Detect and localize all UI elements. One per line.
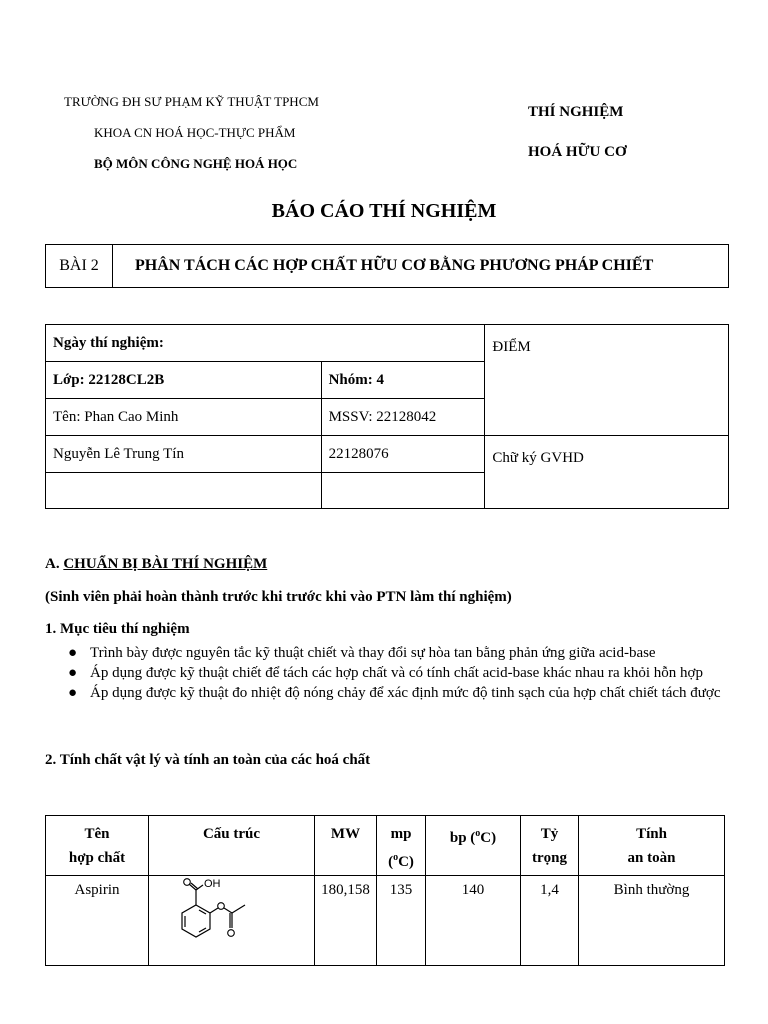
- aspirin-structure-icon: [149, 876, 299, 960]
- school-name: TRƯỜNG ĐH SƯ PHẠM KỸ THUẬT TPHCM: [64, 94, 319, 109]
- col-bp-header: bp ($^o$C): [426, 816, 521, 876]
- student-1-name: Tên: Phan Cao Minh: [46, 399, 322, 436]
- score-cell: ĐIỂM: [485, 325, 729, 436]
- table-row: [46, 876, 725, 966]
- list-item: ● Áp dụng được kỹ thuật chiết để tách các hợp chất và có tính chất acid-base khác nhau ra khỏi hỗn hợp: [68, 665, 703, 681]
- col-structure-header: Cấu trúc: [149, 816, 315, 876]
- bullet-icon: ●: [68, 645, 78, 661]
- properties-heading: 2. Tính chất vật lý và tính an toàn của các hoá chất: [45, 752, 371, 768]
- boiling-point: 140: [426, 876, 521, 966]
- objectives-list: [60, 644, 724, 704]
- structure-oh-label: OH: [204, 878, 221, 890]
- course-line-1: THÍ NGHIỆM: [528, 104, 624, 120]
- info-table: [45, 324, 729, 509]
- col-name-header: Tên hợp chất: [46, 816, 149, 876]
- col-density-header: Tỷ trọng: [521, 816, 579, 876]
- group-label: Nhóm: 4: [321, 362, 485, 399]
- section-a-note: (Sinh viên phải hoàn thành trước khi trước khi vào PTN làm thí nghiệm): [45, 589, 512, 605]
- compound-name: Aspirin: [46, 876, 149, 966]
- course-line-2: HOÁ HỮU CƠ: [528, 144, 627, 160]
- list-item: ● Áp dụng được kỹ thuật đo nhiệt độ nóng chảy để xác định mức độ tinh sạch của hợp chất chiết tách được: [68, 685, 721, 701]
- student-1-id: MSSV: 22128042: [321, 399, 485, 436]
- safety: Bình thường: [579, 876, 725, 966]
- empty-cell: [321, 473, 485, 509]
- lesson-name: PHÂN TÁCH CÁC HỢP CHẤT HỮU CƠ BẰNG PHƯƠNG PHÁP CHIẾT: [113, 245, 729, 288]
- section-a-title: CHUẨN BỊ BÀI THÍ NGHIỆM: [63, 556, 268, 572]
- lesson-box: [45, 244, 729, 288]
- report-title: BÁO CÁO THÍ NGHIỆM: [271, 200, 497, 222]
- melting-point: 135: [377, 876, 426, 966]
- signature-cell: Chữ ký GVHD: [485, 436, 729, 509]
- chemicals-table: [45, 815, 725, 966]
- col-mp-header: mp ($^o$C): [377, 816, 426, 876]
- molecular-weight: 180,158: [315, 876, 377, 966]
- objectives-heading: 1. Mục tiêu thí nghiệm: [45, 621, 190, 637]
- lesson-number: BÀI 2: [46, 245, 113, 288]
- col-safety-header: Tính an toàn: [579, 816, 725, 876]
- section-a-heading: [45, 556, 267, 573]
- faculty-name: KHOA CN HOÁ HỌC-THỰC PHẨM: [94, 125, 296, 140]
- student-2-id: 22128076: [321, 436, 485, 473]
- bullet-icon: ●: [68, 665, 78, 681]
- density: 1,4: [521, 876, 579, 966]
- student-2-name: Nguyễn Lê Trung Tín: [46, 436, 322, 473]
- experiment-date-label: Ngày thí nghiệm:: [46, 325, 485, 362]
- department-name: BỘ MÔN CÔNG NGHỆ HOÁ HỌC: [94, 156, 298, 171]
- col-mw-header: MW: [315, 816, 377, 876]
- class-label: Lớp: 22128CL2B: [46, 362, 322, 399]
- empty-cell: [46, 473, 322, 509]
- bullet-icon: ●: [68, 685, 78, 701]
- structure-cell: [149, 876, 315, 966]
- list-item: ● Trình bày được nguyên tắc kỹ thuật chiết và thay đổi sự hòa tan bằng phản ứng giữa acid-base: [68, 645, 656, 661]
- section-a-prefix: A.: [45, 556, 60, 572]
